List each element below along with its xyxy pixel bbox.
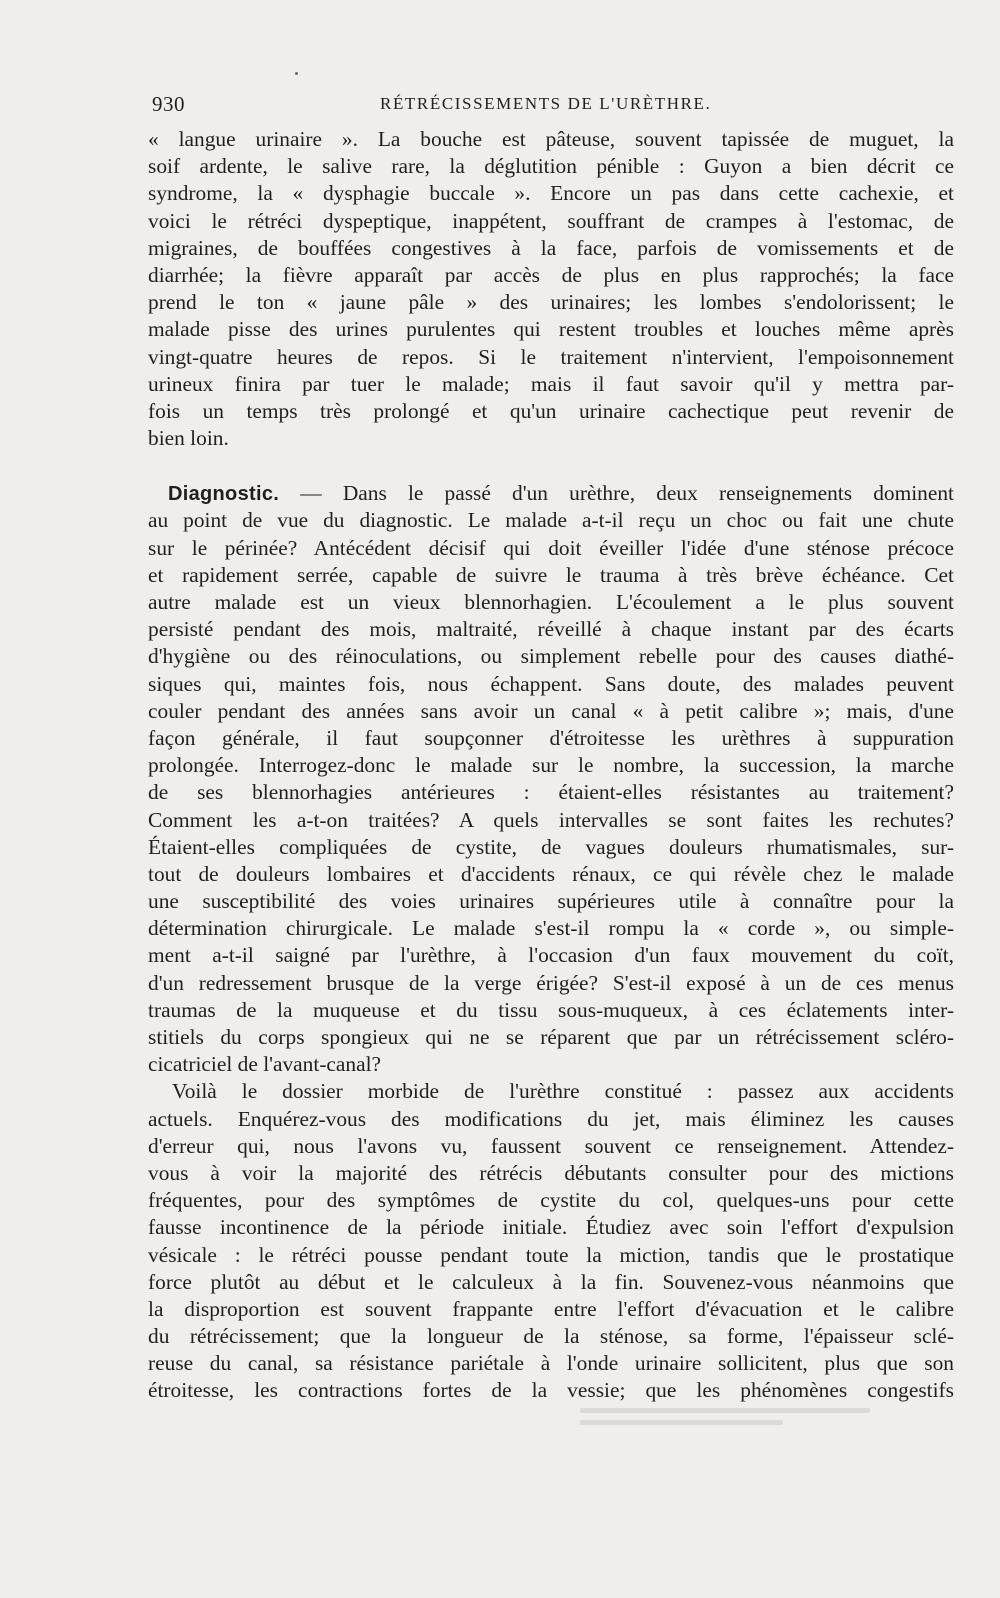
paragraph-cachexia: [148, 126, 954, 452]
text-line: soif ardente, le salive rare, la déglutition pénible : Guyon a bien décrit ce: [148, 154, 954, 179]
text-line: reuse du canal, sa résistance pariétale à l'onde urinaire sollicitent, plus que son: [148, 1351, 954, 1376]
running-head: [152, 92, 952, 120]
text-line: actuels. Enquérez-vous des modifications du jet, mais éliminez les causes: [148, 1106, 954, 1131]
text-line: force plutôt au début et le calculeux à la fin. Souvenez-vous néanmoins que: [148, 1269, 954, 1294]
diagnostic-first-line-text: — Dans le passé d'un urèthre, deux renseignements dominent: [279, 481, 954, 506]
text-line: et rapidement serrée, capable de suivre le trauma à très brève échéance. Cet: [148, 562, 954, 587]
text-line: prolongée. Interrogez-donc le malade sur le nombre, la succession, la marche: [148, 753, 954, 778]
text-line: autre malade est un vieux blennorhagien. L'écoulement a le plus souvent: [148, 590, 954, 614]
bleed-line: [580, 1420, 783, 1425]
text-line: Comment les a-t-on traitées? A quels intervalles se sont faites les rechutes?: [148, 807, 954, 832]
text-line: détermination chirurgicale. Le malade s'est-il rompu la « corde », ou simple-: [148, 916, 954, 941]
running-title: RÉTRÉCISSEMENTS DE L'URÈTHRE.: [380, 94, 712, 113]
paragraph-diagnostic: [148, 480, 954, 1078]
text-line: vingt-quatre heures de repos. Si le traitement n'intervient, l'empoisonnement: [148, 344, 954, 369]
text-line: Étaient-elles compliquées de cystite, de vagues douleurs rhumatismales, sur-: [148, 834, 954, 859]
text-line: persisté pendant des mois, maltraité, réveillé à chaque instant par des écarts: [148, 617, 954, 642]
text-line: couler pendant des années sans avoir un canal « à petit calibre »; mais, d'une: [148, 698, 954, 723]
text-line: d'un redressement brusque de la verge érigée? S'est-il exposé à un de ces menus: [148, 970, 954, 995]
text-line: voici le rétréci dyspeptique, inappétent, souffrant de crampes à l'estomac, de: [148, 208, 954, 233]
text-line: fausse incontinence de la période initiale. Étudiez avec soin l'effort d'expulsion: [148, 1215, 954, 1240]
show-through-bleed: [580, 1408, 870, 1448]
text-line: diarrhée; la fièvre apparaît par accès de plus en plus rapprochés; la face: [148, 262, 954, 287]
text-line: fois un temps très prolongé et qu'un urinaire cachectique peut revenir de: [148, 398, 954, 423]
text-line: façon générale, il faut soupçonner d'étroitesse les urèthres à suppuration: [148, 725, 954, 750]
text-line: bien loin.: [148, 426, 229, 451]
text-line: urineux finira par tuer le malade; mais il faut savoir qu'il y mettra par-: [148, 371, 954, 396]
text-line: stitiels du corps spongieux qui ne se réparent que par un rétrécissement scléro-: [148, 1025, 954, 1049]
text-line: d'hygiène ou des réinoculations, ou simplement rebelle pour des causes diathé-: [148, 644, 954, 669]
body-text: [148, 126, 954, 1405]
text-line: au point de vue du diagnostic. Le malade a-t-il reçu un choc ou fait une chute: [148, 508, 954, 533]
text-line: migraines, de bouffées congestives à la face, parfois de vomissements et de: [148, 235, 954, 260]
text-line: étroitesse, les contractions fortes de la vessie; que les phénomènes congestifs: [148, 1378, 954, 1403]
text-line: la disproportion est souvent frappante entre l'effort d'évacuation et le calibre: [148, 1296, 954, 1321]
diagnostic-first-line: [148, 480, 954, 507]
text-line: d'erreur qui, nous l'avons vu, faussent souvent ce renseignement. Attendez-: [148, 1133, 954, 1158]
text-line: tout de douleurs lombaires et d'accidents rénaux, ce qui révèle chez le malade: [148, 861, 954, 886]
text-line: malade pisse des urines purulentes qui restent troubles et louches même après: [148, 317, 954, 342]
section-heading: Diagnostic.: [168, 483, 280, 506]
text-line: Voilà le dossier morbide de l'urèthre constitué : passez aux accidents: [172, 1079, 954, 1104]
text-line: fréquentes, pour des symptômes de cystite du col, quelques-uns pour cette: [148, 1188, 954, 1213]
text-line: syndrome, la « dysphagie buccale ». Encore un pas dans cette cachexie, et: [148, 181, 954, 206]
text-line: prend le ton « jaune pâle » des urinaires; les lombes s'endolorissent; le: [148, 290, 954, 315]
text-line: ment a-t-il saigné par l'urèthre, à l'occasion d'un faux mouvement du coït,: [148, 943, 954, 968]
text-line: une susceptibilité des voies urinaires supérieures utile à connaître pour la: [148, 889, 954, 914]
text-line: sur le périnée? Antécédent décisif qui doit éveiller l'idée d'une sténose précoce: [148, 535, 954, 560]
text-line: de ses blennorhagies antérieures : étaient-elles résistantes au traitement?: [148, 780, 954, 805]
page-number: 930: [152, 92, 185, 116]
text-line: « langue urinaire ». La bouche est pâteuse, souvent tapissée de muguet, la: [148, 127, 954, 151]
text-line: vésicale : le rétréci pousse pendant toute la miction, tandis que le prostatique: [148, 1242, 954, 1267]
text-line: vous à voir la majorité des rétrécis débutants consulter pour des mictions: [148, 1160, 954, 1185]
text-line: du rétrécissement; que la longueur de la sténose, sa forme, l'épaisseur sclé-: [148, 1324, 954, 1349]
bleed-line: [580, 1408, 870, 1413]
text-line: cicatriciel de l'avant-canal?: [148, 1052, 382, 1077]
paragraph-dossier: [148, 1078, 954, 1404]
section-gap: [148, 452, 954, 480]
text-line: siques qui, maintes fois, nous échappent. Sans doute, des malades peuvent: [148, 671, 954, 696]
ink-speck: [295, 72, 298, 75]
text-line: traumas de la muqueuse et du tissu sous-muqueux, à ces éclatements inter-: [148, 997, 954, 1022]
